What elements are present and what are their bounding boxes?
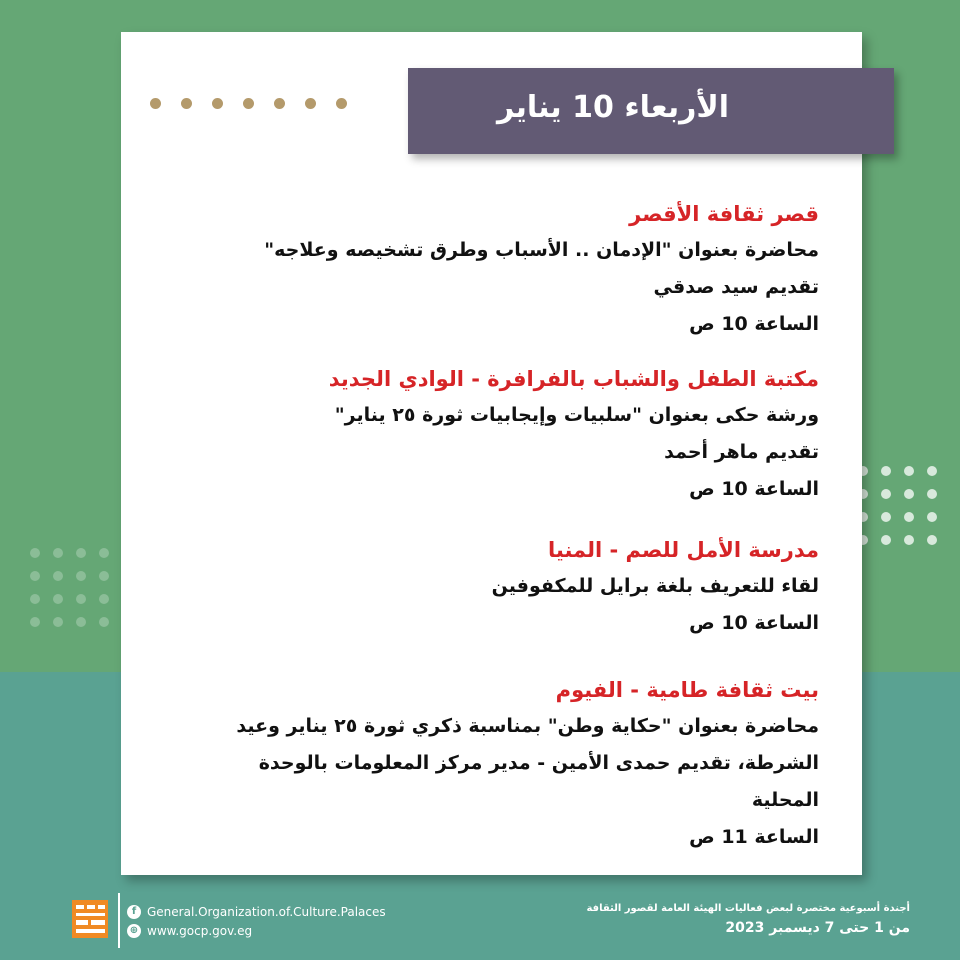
event-line: الساعة 11 ص [689,826,819,848]
event-section [219,196,819,343]
agenda-dates: من 1 حتى 7 ديسمبر 2023 [725,920,910,936]
grid-dot [904,466,914,476]
grid-dot [30,548,40,558]
grid-dot [76,548,86,558]
grid-dot [881,466,891,476]
grid-dot [53,548,63,558]
event-line: ورشة حكى بعنوان "سلبيات وإيجابيات ثورة ٢٥ يناير" [334,404,819,426]
agenda-title: أجندة أسبوعية مختصرة لبعض فعاليات الهيئة العامة لقصور الثقافة [586,903,910,914]
event-section [219,672,819,856]
grid-dot [53,617,63,627]
website-text: www.gocp.gov.eg [147,924,253,938]
grid-dot [99,594,109,604]
event-line: الساعة 10 ص [689,478,819,500]
grid-dot [30,571,40,581]
grid-dot [904,535,914,545]
event-line: الشرطة، تقديم حمدى الأمين - مدير مركز المعلومات بالوحدة المحلية [258,752,819,811]
website-contact[interactable] [127,923,252,939]
event-section [219,532,819,642]
grid-dot [904,489,914,499]
decorative-gold-dots [150,98,350,112]
grid-dot [76,594,86,604]
venue-title: مدرسة الأمل للصم - المنيا [548,538,819,562]
facebook-text: General.Organization.of.Culture.Palaces [147,905,386,919]
event-line: تقديم سيد صدقي [653,276,819,298]
event-line: الساعة 10 ص [689,313,819,335]
date-label: الأربعاء 10 يناير [496,90,730,125]
event-section [219,361,819,508]
grid-dot [53,594,63,604]
event-line: محاضرة بعنوان "حكاية وطن" بمناسبة ذكري ثورة ٢٥ يناير وعيد [236,715,819,737]
grid-dot [881,489,891,499]
grid-dot [927,466,937,476]
venue-title: قصر ثقافة الأقصر [629,202,819,226]
decorative-dot-grid-right [858,466,948,556]
event-line: تقديم ماهر أحمد [664,441,819,463]
events-list [219,196,819,874]
grid-dot [881,535,891,545]
grid-dot [76,571,86,581]
grid-dot [99,548,109,558]
decorative-dot-grid-left [30,548,120,638]
grid-dot [99,571,109,581]
grid-dot [76,617,86,627]
grid-dot [927,512,937,522]
grid-dot [30,617,40,627]
grid-dot [99,617,109,627]
footer-divider [118,893,120,948]
globe-icon: ⊕ [127,924,141,938]
venue-title: بيت ثقافة طامية - الفيوم [555,678,819,702]
grid-dot [30,594,40,604]
event-line: لقاء للتعريف بلغة برايل للمكفوفين [491,575,819,597]
grid-dot [53,571,63,581]
grid-dot [904,512,914,522]
date-banner [408,68,894,154]
event-line: الساعة 10 ص [689,612,819,634]
grid-dot [881,512,891,522]
venue-title: مكتبة الطفل والشباب بالفرافرة - الوادي الجديد [328,367,819,391]
gocp-logo [70,896,110,942]
facebook-icon: f [127,905,141,919]
grid-dot [927,489,937,499]
facebook-contact[interactable] [127,904,386,920]
event-line: محاضرة بعنوان "الإدمان .. الأسباب وطرق تشخيصه وعلاجه" [264,239,819,261]
grid-dot [927,535,937,545]
